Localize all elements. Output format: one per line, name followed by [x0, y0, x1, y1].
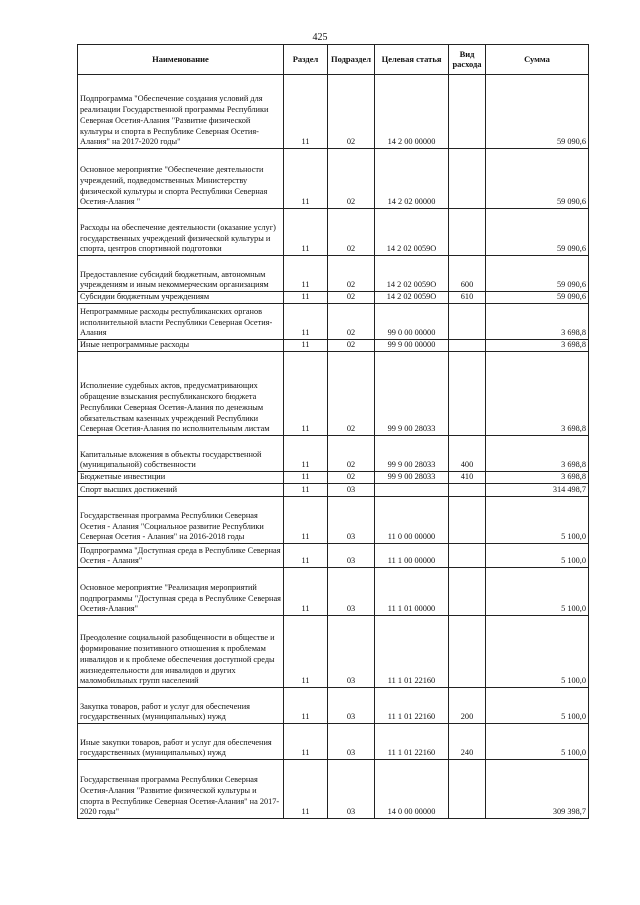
cell-razdel: 11: [284, 544, 328, 568]
cell-summa: 314 498,7: [486, 484, 589, 497]
cell-razdel: 11: [284, 724, 328, 760]
cell-name: Субсидии бюджетным учреждениям: [78, 292, 284, 304]
cell-podrazdel: 03: [328, 497, 375, 544]
cell-vid: [449, 352, 486, 436]
table-row: [78, 436, 589, 472]
cell-razdel: 11: [284, 304, 328, 340]
cell-razdel: 11: [284, 472, 328, 484]
table-header-row: [78, 45, 589, 75]
cell-podrazdel: 03: [328, 568, 375, 616]
cell-podrazdel: 03: [328, 544, 375, 568]
cell-summa: 5 100,0: [486, 568, 589, 616]
cell-razdel: 11: [284, 568, 328, 616]
cell-vid: [449, 484, 486, 497]
cell-name: Спорт высших достижений: [78, 484, 284, 497]
cell-summa: 5 100,0: [486, 724, 589, 760]
cell-vid: [449, 304, 486, 340]
cell-podrazdel: 02: [328, 256, 375, 292]
cell-statya: 99 9 00 28033: [375, 352, 449, 436]
cell-statya: 14 2 02 0059О: [375, 209, 449, 256]
cell-podrazdel: 02: [328, 149, 375, 209]
cell-statya: 99 0 00 00000: [375, 304, 449, 340]
cell-name: Капитальные вложения в объекты государственной (муниципальной) собственности: [78, 436, 284, 472]
cell-name: Непрограммные расходы республиканских органов исполнительной власти Республики Северная Осетия-Алания: [78, 304, 284, 340]
cell-statya: [375, 484, 449, 497]
cell-name: Предоставление субсидий бюджетным, автономным учреждениям и иным некоммерческим организациям: [78, 256, 284, 292]
cell-statya: 14 2 00 00000: [375, 75, 449, 149]
cell-summa: 59 090,6: [486, 209, 589, 256]
cell-podrazdel: 02: [328, 436, 375, 472]
cell-name: Преодоление социальной разобщенности в обществе и формирование позитивного отношения к проблемам инвалидов и к проблеме обеспечения доступной среды жизнедеятельности для инвалидов и других маломобильных групп населений: [78, 616, 284, 688]
header-razdel: Раздел: [284, 45, 328, 75]
cell-razdel: 11: [284, 209, 328, 256]
header-vid: Вид расхода: [449, 45, 486, 75]
cell-statya: 11 1 01 00000: [375, 568, 449, 616]
cell-podrazdel: 02: [328, 209, 375, 256]
cell-razdel: 11: [284, 352, 328, 436]
cell-podrazdel: 03: [328, 760, 375, 819]
cell-razdel: 11: [284, 616, 328, 688]
cell-statya: 14 0 00 00000: [375, 760, 449, 819]
header-statya: Целевая статья: [375, 45, 449, 75]
cell-vid: [449, 209, 486, 256]
cell-summa: 59 090,6: [486, 292, 589, 304]
table-row: [78, 256, 589, 292]
cell-vid: [449, 568, 486, 616]
table-row: [78, 724, 589, 760]
cell-razdel: 11: [284, 436, 328, 472]
table-row: [78, 760, 589, 819]
cell-razdel: 11: [284, 760, 328, 819]
cell-statya: 99 9 00 28033: [375, 436, 449, 472]
cell-razdel: 11: [284, 149, 328, 209]
cell-name: Бюджетные инвестиции: [78, 472, 284, 484]
cell-vid: 410: [449, 472, 486, 484]
budget-table: [77, 44, 589, 819]
cell-name: Исполнение судебных актов, предусматривающих обращение взыскания республиканского бюджета Республики Северная Осетия-Алания по денежным обязательствам казенных учреждений Республики Северная Осетия-Алания по исполнительным листам: [78, 352, 284, 436]
cell-vid: 610: [449, 292, 486, 304]
table-row: [78, 472, 589, 484]
table-row: [78, 568, 589, 616]
cell-name: Расходы на обеспечение деятельности (оказание услуг) государственных учреждений физической культуры и спорта, центров спортивной подготовки: [78, 209, 284, 256]
cell-summa: 3 698,8: [486, 472, 589, 484]
cell-razdel: 11: [284, 688, 328, 724]
cell-name: Иные непрограммные расходы: [78, 340, 284, 352]
cell-summa: 5 100,0: [486, 544, 589, 568]
cell-summa: 5 100,0: [486, 688, 589, 724]
cell-podrazdel: 03: [328, 616, 375, 688]
cell-razdel: 11: [284, 256, 328, 292]
table-row: [78, 544, 589, 568]
cell-podrazdel: 02: [328, 75, 375, 149]
cell-vid: [449, 497, 486, 544]
cell-vid: 240: [449, 724, 486, 760]
cell-vid: 400: [449, 436, 486, 472]
table-row: [78, 484, 589, 497]
cell-summa: 3 698,8: [486, 304, 589, 340]
cell-razdel: 11: [284, 340, 328, 352]
table-row: [78, 616, 589, 688]
page-number: 425: [312, 32, 328, 43]
cell-podrazdel: 02: [328, 472, 375, 484]
cell-statya: 11 1 00 00000: [375, 544, 449, 568]
cell-vid: [449, 544, 486, 568]
cell-summa: 5 100,0: [486, 616, 589, 688]
cell-vid: [449, 616, 486, 688]
cell-summa: 3 698,8: [486, 352, 589, 436]
table-row: [78, 304, 589, 340]
cell-vid: 200: [449, 688, 486, 724]
cell-name: Основное мероприятие "Обеспечение деятельности учреждений, подведомственных Министерству физической культуры и спорта Республики Северная Осетия-Алания ": [78, 149, 284, 209]
cell-statya: 11 1 01 22160: [375, 616, 449, 688]
cell-vid: [449, 760, 486, 819]
cell-vid: [449, 75, 486, 149]
table-row: [78, 75, 589, 149]
cell-vid: [449, 149, 486, 209]
table-row: [78, 497, 589, 544]
cell-podrazdel: 02: [328, 340, 375, 352]
cell-name: Закупка товаров, работ и услуг для обеспечения государственных (муниципальных) нужд: [78, 688, 284, 724]
table-row: [78, 292, 589, 304]
cell-statya: 11 1 01 22160: [375, 688, 449, 724]
cell-name: Иные закупки товаров, работ и услуг для обеспечения государственных (муниципальных) нужд: [78, 724, 284, 760]
cell-razdel: 11: [284, 75, 328, 149]
table-row: [78, 149, 589, 209]
cell-name: Основное мероприятие "Реализация мероприятий подпрограммы "Доступная среда в Республике Северная Осетия-Алания": [78, 568, 284, 616]
cell-statya: 99 9 00 28033: [375, 472, 449, 484]
cell-summa: 3 698,8: [486, 436, 589, 472]
cell-podrazdel: 03: [328, 724, 375, 760]
table-row: [78, 209, 589, 256]
cell-statya: 14 2 02 0059О: [375, 256, 449, 292]
cell-summa: 59 090,6: [486, 149, 589, 209]
header-summa: Сумма: [486, 45, 589, 75]
cell-name: Подпрограмма "Обеспечение создания условий для реализации Государственной программы Республики Северная Осетия-Алания "Развитие физической культуры и спорта в Республике Северная Осетия-Алания" на 2017-2020 годы": [78, 75, 284, 149]
cell-name: Подпрограмма "Доступная среда в Республике Северная Осетия - Алания": [78, 544, 284, 568]
cell-razdel: 11: [284, 497, 328, 544]
cell-statya: 11 1 01 22160: [375, 724, 449, 760]
table-row: [78, 340, 589, 352]
cell-name: Государственная программа Республики Северная Осетия-Алания "Развитие физической культуры и спорта в Республике Северная Осетия-Алания" на 2017-2020 годы": [78, 760, 284, 819]
table-row: [78, 688, 589, 724]
header-name: Наименование: [78, 45, 284, 75]
cell-podrazdel: 03: [328, 688, 375, 724]
cell-summa: 59 090,6: [486, 75, 589, 149]
cell-podrazdel: 02: [328, 292, 375, 304]
table-row: [78, 352, 589, 436]
cell-statya: 99 9 00 00000: [375, 340, 449, 352]
cell-razdel: 11: [284, 484, 328, 497]
cell-podrazdel: 03: [328, 484, 375, 497]
cell-name: Государственная программа Республики Северная Осетия - Алания "Социальное развитие Республики Северная Осетия - Алания" на 2016-2018 годы: [78, 497, 284, 544]
cell-summa: 3 698,8: [486, 340, 589, 352]
cell-podrazdel: 02: [328, 352, 375, 436]
cell-summa: 5 100,0: [486, 497, 589, 544]
cell-vid: [449, 340, 486, 352]
cell-vid: 600: [449, 256, 486, 292]
cell-summa: 59 090,6: [486, 256, 589, 292]
cell-statya: 11 0 00 00000: [375, 497, 449, 544]
cell-podrazdel: 02: [328, 304, 375, 340]
cell-summa: 309 398,7: [486, 760, 589, 819]
cell-statya: 14 2 02 0059О: [375, 292, 449, 304]
cell-razdel: 11: [284, 292, 328, 304]
header-podrazdel: Подраздел: [328, 45, 375, 75]
cell-statya: 14 2 02 00000: [375, 149, 449, 209]
